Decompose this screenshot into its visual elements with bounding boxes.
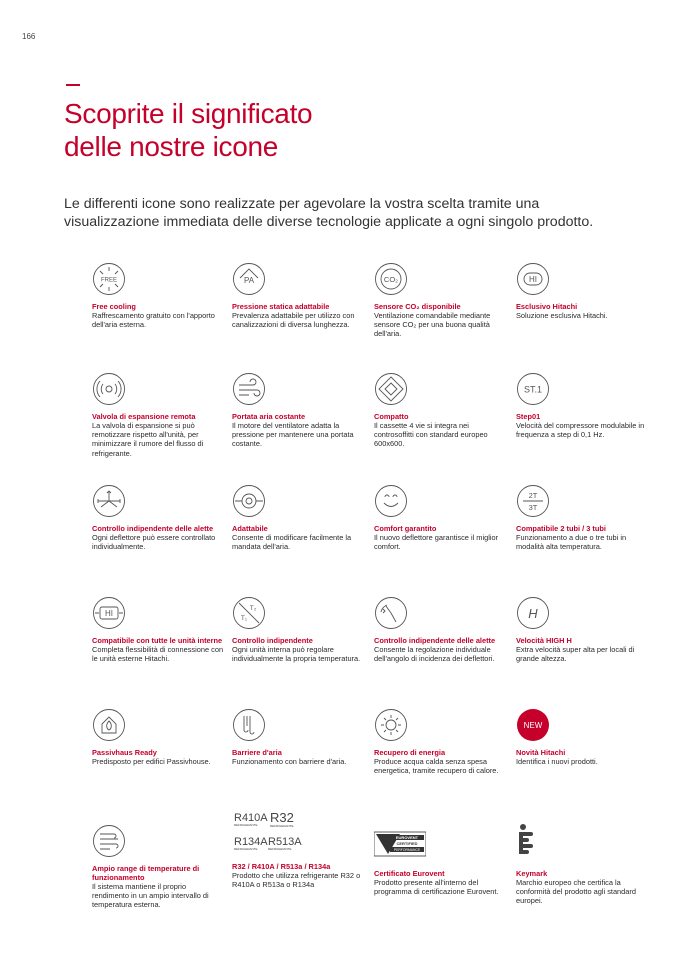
legend-item-title: Pressione statica adattabile xyxy=(232,302,330,311)
legend-item-description: Prodotto presente all'interno del programma di certificazione Eurovent. xyxy=(374,878,499,897)
legend-item-description: Il cassette 4 vie si integra nei controsoffitti con standard europeo 600x600. xyxy=(374,421,488,449)
legend-item-high-speed xyxy=(516,596,648,663)
legend-item-air-curtain xyxy=(232,708,364,766)
legend-item-keymark xyxy=(516,824,648,906)
legend-item-two-three-pipes xyxy=(516,484,648,551)
high-speed-icon xyxy=(516,596,550,630)
refrigerant-r134a-sub: REFRIGERANTE xyxy=(234,847,258,851)
static-pressure-icon xyxy=(232,262,266,296)
legend-item-compact xyxy=(374,372,506,449)
legend-item-description: Il nuovo deflettore garantisce il miglior comfort. xyxy=(374,533,499,552)
refrigerant-r32-sub: REFRIGERANTE xyxy=(270,824,294,828)
static-pressure-icon-text: PA xyxy=(243,276,255,285)
legend-item-adaptable xyxy=(232,484,364,551)
legend-item-hitachi-exclusive xyxy=(516,262,648,320)
page-number: 166 xyxy=(22,32,36,41)
legend-item-description: Extra velocità super alta per locali di grande altezza. xyxy=(516,645,635,664)
high-speed-icon-text: H xyxy=(528,606,538,621)
legend-item-description: Il sistema mantiene il proprio rendimento in un ampio intervallo di temperatura esterna. xyxy=(92,882,209,910)
energy-recovery-icon xyxy=(374,708,408,742)
legend-item-title: Portata aria costante xyxy=(232,412,306,421)
legend-item-description: Velocità del compressore modulabile in frequenza a step di 0,1 Hz. xyxy=(516,421,645,440)
co2-sensor-icon xyxy=(374,262,408,296)
passivhaus-icon xyxy=(92,708,126,742)
legend-item-title: Comfort garantito xyxy=(374,524,437,533)
refrigerant-r410a-label: R410A xyxy=(234,812,268,824)
refrigerant-r513a-label: R513A xyxy=(268,836,302,848)
two-three-pipes-icon xyxy=(516,484,550,518)
t2-icon-text: T₂ xyxy=(249,605,257,612)
legend-item-description: Identifica i nuovi prodotti. xyxy=(516,757,598,766)
legend-item-title: Ampio range di temperature di funzionamento xyxy=(92,864,200,882)
legend-item-description: Ogni unità interna può regolare individualmente la propria temperatura. xyxy=(232,645,361,664)
legend-item-passivhaus xyxy=(92,708,224,766)
legend-item-title: Compatto xyxy=(374,412,409,421)
legend-item-remote-expansion-valve xyxy=(92,372,224,458)
keymark-icon xyxy=(516,824,648,863)
legend-item-description: Raffrescamento gratuito con l'apporto dell'aria esterna. xyxy=(92,311,215,330)
step01-icon xyxy=(516,372,550,406)
legend-item-static-pressure xyxy=(232,262,364,329)
legend-item-title: Compatibile 2 tubi / 3 tubi xyxy=(516,524,606,533)
legend-item-all-indoor-units xyxy=(92,596,224,663)
legend-item-title: Adattabile xyxy=(232,524,268,533)
legend-item-title: Controllo indipendente xyxy=(232,636,313,645)
free-cooling-icon-text: FREE xyxy=(100,277,118,284)
eurovent-icon xyxy=(374,830,506,863)
step01-icon-text: ST.1 xyxy=(523,384,543,395)
legend-item-comfort xyxy=(374,484,506,551)
legend-item-description: Ventilazione comandabile mediante sensore CO₂ per una buona qualità dell'aria. xyxy=(374,311,491,339)
legend-item-title: Passivhaus Ready xyxy=(92,748,157,757)
legend-item-title: Free cooling xyxy=(92,302,136,311)
hitachi-exclusive-icon-text: HI xyxy=(529,275,537,284)
legend-item-description: Prodotto che utilizza refrigerante R32 o R410A o R513a o R134a xyxy=(232,871,361,890)
legend-item-title: Certificato Eurovent xyxy=(374,869,445,878)
legend-item-eurovent xyxy=(374,830,506,896)
co2-sensor-icon-text: CO₂ xyxy=(383,275,399,284)
legend-item-description: La valvola di espansione si può remotizzare rispetto all'unità, per minimizzare il rumore del flusso di refrigerante. xyxy=(92,421,204,458)
all-indoor-units-icon-text: HI xyxy=(105,609,113,618)
legend-item-description: Prevalenza adattabile per utilizzo con canalizzazioni di diversa lunghezza. xyxy=(232,311,355,330)
legend-item-title: Step01 xyxy=(516,412,541,421)
title-accent-dash xyxy=(66,84,80,86)
legend-item-description: Funzionamento a due o tre tubi in modalità alta temperatura. xyxy=(516,533,627,552)
legend-item-title: Controllo indipendente delle alette xyxy=(374,636,496,645)
legend-item-title: Novità Hitachi xyxy=(516,748,566,757)
legend-item-title: Barriere d'aria xyxy=(232,748,282,757)
legend-item-description: Il motore del ventilatore adatta la pressione per mantenere una portata costante. xyxy=(232,421,354,449)
refrigerant-r410a-sub: REFRIGERANTE xyxy=(234,823,258,827)
icon-legend-grid xyxy=(92,262,652,922)
compact-icon xyxy=(374,372,408,406)
legend-item-energy-recovery xyxy=(374,708,506,775)
independent-flaps-icon xyxy=(92,484,126,518)
legend-item-free-cooling xyxy=(92,262,224,329)
hitachi-exclusive-icon xyxy=(516,262,550,296)
legend-item-title: Controllo indipendente delle alette xyxy=(92,524,214,533)
legend-item-title: R32 / R410A / R513a / R134a xyxy=(232,862,331,871)
legend-item-title: Velocità HIGH H xyxy=(516,636,572,645)
eurovent-line-3: PERFORMANCE xyxy=(393,848,421,852)
legend-item-description: Predisposto per edifici Passivhouse. xyxy=(92,757,211,766)
eurovent-line-2: CERTIFIED xyxy=(396,841,418,846)
legend-item-description: Marchio europeo che certifica la conformità del prodotto agli standard europei. xyxy=(516,878,636,906)
independent-control-icon xyxy=(232,596,266,630)
legend-item-refrigerants xyxy=(232,808,364,889)
legend-item-constant-airflow xyxy=(232,372,364,449)
page-title xyxy=(64,97,312,163)
legend-item-flap-angle-control xyxy=(374,596,506,663)
flap-angle-control-icon xyxy=(374,596,408,630)
refrigerant-r134a-label: R134A xyxy=(234,836,268,848)
legend-item-title: Keymark xyxy=(516,869,548,878)
all-indoor-units-icon xyxy=(92,596,126,630)
legend-item-title: Valvola di espansione remota xyxy=(92,412,196,421)
constant-airflow-icon xyxy=(232,372,266,406)
air-curtain-icon xyxy=(232,708,266,742)
legend-item-description: Ogni deflettore può essere controllato individualmente. xyxy=(92,533,216,552)
refrigerant-r513a-sub: REFRIGERANTE xyxy=(268,847,292,851)
wide-temperature-range-icon xyxy=(92,824,126,858)
page-title-line-1: Scoprite il significato xyxy=(64,98,313,129)
legend-item-description: Funzionamento con barriere d'aria. xyxy=(232,757,347,766)
legend-item-title: Esclusivo Hitachi xyxy=(516,302,578,311)
legend-item-title: Recupero di energia xyxy=(374,748,446,757)
t1-icon-text: T₁ xyxy=(240,615,248,622)
free-cooling-icon xyxy=(92,262,126,296)
new-icon-text: NEW xyxy=(523,721,543,730)
legend-item-independent-flaps xyxy=(92,484,224,551)
remote-expansion-valve-icon xyxy=(92,372,126,406)
legend-item-wide-temperature-range xyxy=(92,824,224,910)
eurovent-line-1: EUROVENT xyxy=(395,835,419,841)
two-pipes-icon-text: 2T xyxy=(528,491,538,500)
refrigerant-r32-label: R32 xyxy=(270,810,294,825)
legend-item-title: Sensore CO₂ disponibile xyxy=(374,302,461,311)
legend-item-description: Consente la regolazione individuale dell'angolo di incidenza dei deflettori. xyxy=(374,645,495,664)
new-icon xyxy=(516,708,550,742)
refrigerant-icon xyxy=(232,808,302,856)
page-title-line-2: delle nostre icone xyxy=(64,131,279,162)
adaptable-icon xyxy=(232,484,266,518)
three-pipes-icon-text: 3T xyxy=(528,503,538,512)
legend-item-description: Consente di modificare facilmente la mandata dell'aria. xyxy=(232,533,352,552)
legend-item-new xyxy=(516,708,648,766)
legend-item-co2-sensor xyxy=(374,262,506,339)
legend-item-description: Produce acqua calda senza spesa energetica, tramite recupero di calore. xyxy=(374,757,499,776)
legend-item-description: Soluzione esclusiva Hitachi. xyxy=(516,311,608,320)
comfort-icon xyxy=(374,484,408,518)
legend-item-step01 xyxy=(516,372,648,439)
legend-item-title: Compatibile con tutte le unità interne xyxy=(92,636,223,645)
legend-item-independent-control xyxy=(232,596,364,663)
intro-paragraph: Le differenti icone sono realizzate per agevolare la vostra scelta tramite una visualizzazione immediata delle diverse tecnologie applicate a ogni singolo prodotto. xyxy=(64,196,594,230)
legend-item-description: Completa flessibilità di connessione con le unità esterne Hitachi. xyxy=(92,645,224,664)
